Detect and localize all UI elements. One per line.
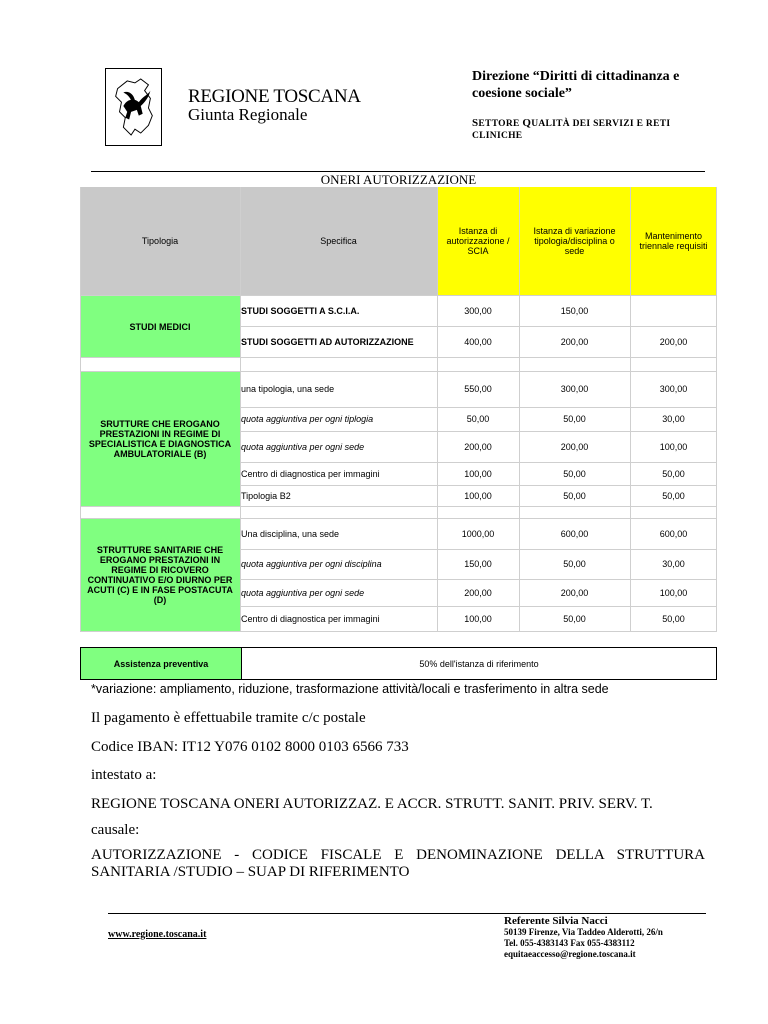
table-cell-istanza: 200,00 [464,441,492,452]
grid-line [240,549,717,550]
grid-line [240,407,717,408]
table-cell-variazione: 200,00 [560,587,589,598]
table-cell-istanza: 200,00 [464,587,492,598]
grid-line [240,326,717,327]
header-specifica: Specifica [240,187,437,295]
grid-line [80,518,717,519]
table-cell-istanza: 550,00 [464,384,492,394]
table-cell-spec: STUDI SOGGETTI A S.C.I.A. [241,306,360,316]
table-cell-spec: una tipologia, una sede [241,384,335,394]
grid-line [80,506,717,507]
table-cell-mantenimento: 30,00 [662,414,685,424]
footer-divider [108,913,706,914]
grid-line [80,187,81,632]
referent-name: Referente Silvia Nacci [504,915,608,927]
table-cell-istanza: 300,00 [464,306,492,316]
grid-line [240,431,717,432]
website-link[interactable]: www.regione.toscana.it [108,929,207,940]
table-cell-spec: STUDI SOGGETTI AD AUTORIZZAZIONE [241,336,414,347]
header-mantenimento: Mantenimento triennale requisiti [630,187,717,295]
grid-line [240,462,717,463]
table-cell-spec: quota aggiuntiva per ogni tiplogia [241,414,374,424]
table-cell-spec: Centro di diagnostica per immagini [241,468,380,479]
fees-table [80,187,717,632]
grid-line [80,357,717,358]
table-cell-spec: Tipologia B2 [241,490,291,501]
table-cell-variazione: 200,00 [560,441,589,452]
variation-note: *variazione: ampliamento, riduzione, trasformazione attività/locali e trasferimento in altra sede [91,682,609,696]
header-tipologia: Tipologia [80,187,240,295]
table-cell-variazione: 50,00 [563,414,586,424]
grid-line [80,631,717,632]
table-cell-istanza: 100,00 [464,614,492,624]
org-name: REGIONE TOSCANA [188,86,361,107]
table-cell-istanza: 100,00 [464,490,492,501]
direction-title: Direzione “Diritti di cittadinanza e coesione sociale” [472,69,680,101]
table-cell-variazione: 600,00 [560,528,589,539]
table-cell-mantenimento [630,296,717,326]
grid-line [630,187,631,632]
grid-line [240,579,717,580]
regione-toscana-logo [105,68,162,146]
table-cell-spec: Una disciplina, una sede [241,528,340,539]
table-cell-istanza: 150,00 [464,559,492,569]
table-cell-mantenimento: 300,00 [659,384,688,394]
table-cell-istanza: 100,00 [464,468,492,479]
header-istanza: Istanza di autorizzazione / SCIA [437,187,519,295]
assistenza-row [80,647,717,680]
table-cell-variazione: 50,00 [563,468,586,479]
table-cell-spec: quota aggiuntiva per ogni disciplina [241,559,382,569]
table-title: ONERI AUTORIZZAZIONE [320,172,477,187]
causale-text: AUTORIZZAZIONE - CODICE FISCALE E DENOMINAZIONE DELLA STRUTTURA SANITARIA /STUDIO – SUAP DI RIFERIMENTO [91,847,705,880]
table-cell-variazione: 50,00 [563,614,586,624]
grid-line [716,187,717,632]
table-cell-mantenimento: 50,00 [662,614,685,624]
table-cell-mantenimento: 30,00 [662,559,685,569]
referent-block [504,915,724,960]
table-cell-istanza: 1000,00 [461,528,495,539]
table-cell-istanza: 50,00 [466,414,490,424]
table-cell-variazione: 200,00 [560,336,589,347]
table-cell-mantenimento: 600,00 [659,528,688,539]
beneficiary: REGIONE TOSCANA ONERI AUTORIZZAZ. E ACCR. STRUTT. SANIT. PRIV. SERV. T. [91,796,653,812]
pegasus-icon [106,69,161,145]
grid-line [80,371,717,372]
group-label-ambulatoriale: SRUTTURE CHE EROGANO PRESTAZIONI IN REGIME DI SPECIALISTICA E DIAGNOSTICA AMBULATORIALE (B) [80,371,240,506]
table-cell-variazione: 150,00 [560,306,589,316]
grid-line [240,485,717,486]
grid-line [240,187,241,632]
grid-line [80,295,717,296]
table-cell-spec: Centro di diagnostica per immagini [241,614,380,624]
table-cell-mantenimento: 200,00 [659,336,688,347]
table-cell-spec: quota aggiuntiva per ogni sede [241,441,365,452]
intestato-label: intestato a: [91,767,157,783]
referent-email[interactable]: equitaeaccesso@regione.toscana.it [504,949,636,959]
header-variazione: Istanza di variazione tipologia/disciplina o sede [519,187,630,295]
sector-title: SETTORE QUALITÀ DEI SERVIZI E RETI CLINICHE [472,117,671,141]
iban-code: Codice IBAN: IT12 Y076 0102 8000 0103 6566 733 [91,739,409,755]
group-label-ricovero: STRUTTURE SANITARIE CHE EROGANO PRESTAZIONI IN REGIME DI RICOVERO CONTINUATIVO E/O DIURNO PER ACUTI (C) E IN FASE POSTACUTA (D) [80,518,240,632]
table-cell-mantenimento: 50,00 [662,490,685,501]
causale-label: causale: [91,822,140,838]
table-cell-variazione: 50,00 [563,490,586,501]
payment-method: Il pagamento è effettuabile tramite c/c postale [91,710,366,726]
table-cell-variazione: 50,00 [563,559,586,569]
table-cell-spec: quota aggiuntiva per ogni sede [241,587,365,598]
grid-line [240,606,717,607]
grid-line [519,187,520,632]
grid-line [437,187,438,632]
org-subtitle: Giunta Regionale [188,105,308,124]
table-cell-mantenimento: 50,00 [662,468,685,479]
table-cell-mantenimento: 100,00 [659,441,688,452]
assistenza-label: Assistenza preventiva [81,648,242,679]
group-label-studi-medici: STUDI MEDICI [80,296,240,357]
table-cell-variazione: 300,00 [560,384,589,394]
table-cell-istanza: 400,00 [464,336,492,347]
referent-address: 50139 Firenze, Via Taddeo Alderotti, 26/n [504,927,663,937]
assistenza-value: 50% dell'istanza di riferimento [419,658,539,669]
referent-phone: Tel. 055-4383143 Fax 055-4383112 [504,938,635,948]
table-cell-mantenimento: 100,00 [659,587,688,598]
